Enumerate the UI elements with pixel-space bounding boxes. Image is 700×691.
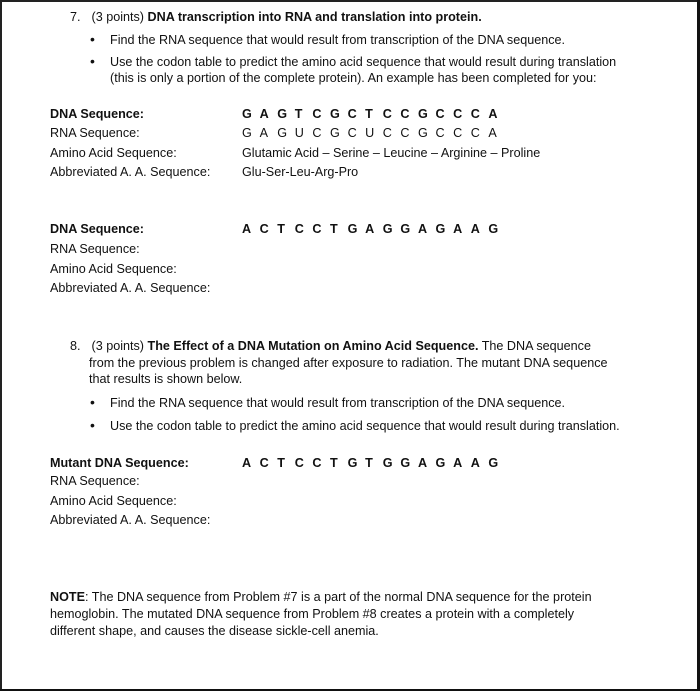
q7-rna-label: RNA Sequence: xyxy=(50,242,140,256)
example-aa-label: Amino Acid Sequence: xyxy=(50,146,177,160)
q7-bullet-1-text: Find the RNA sequence that would result from transcription of the DNA sequence. xyxy=(110,33,566,47)
q8-heading xyxy=(70,339,591,353)
q8-points: (3 points) xyxy=(91,339,144,353)
note-line3: different shape, and causes the disease sickle-cell anemia. xyxy=(50,624,379,638)
q8-intro-line3: that results is shown below. xyxy=(89,372,243,386)
q8-bullet-1-text: Find the RNA sequence that would result from transcription of the DNA sequence. xyxy=(110,396,566,410)
q7-aa-label: Amino Acid Sequence: xyxy=(50,262,177,276)
example-dna-sequence: G A G T C G C T C C G C C C A xyxy=(242,107,498,121)
q7-heading xyxy=(70,10,482,24)
example-abbr-label: Abbreviated A. A. Sequence: xyxy=(50,165,211,179)
note-line1 xyxy=(50,590,592,604)
q8-intro-line2: from the previous problem is changed after exposure to radiation. The mutant DNA sequence xyxy=(89,356,608,370)
q7-bullet-2-line2: (this is only a portion of the complete protein). An example has been completed for you: xyxy=(110,71,597,85)
example-aa-value: Glutamic Acid – Serine – Leucine – Arginine – Proline xyxy=(242,146,541,160)
q8-aa-label: Amino Acid Sequence: xyxy=(50,494,177,508)
note-line2: hemoglobin. The mutated DNA sequence from Problem #8 creates a protein with a completely xyxy=(50,607,575,621)
q7-abbr-label: Abbreviated A. A. Sequence: xyxy=(50,281,211,295)
q8-number: 8. xyxy=(70,339,81,353)
bullet-icon: • xyxy=(90,394,95,410)
bullet-icon: • xyxy=(90,53,95,69)
q7-points: (3 points) xyxy=(91,10,144,24)
q8-dna-label: Mutant DNA Sequence: xyxy=(50,456,189,470)
q8-dna-sequence: A C T C C T G T G G A G A A G xyxy=(242,456,499,470)
q7-number: 7. xyxy=(70,10,81,24)
note-text-1: : The DNA sequence from Problem #7 is a part of the normal DNA sequence for the protein xyxy=(84,590,592,604)
q8-abbr-label: Abbreviated A. A. Sequence: xyxy=(50,513,211,527)
q7-bullet-2-line1: Use the codon table to predict the amino acid sequence that would result during translation xyxy=(110,55,617,69)
q8-title: The Effect of a DNA Mutation on Amino Acid Sequence. xyxy=(147,339,479,353)
bullet-icon: • xyxy=(90,417,95,433)
q7-dna-label: DNA Sequence: xyxy=(50,222,145,236)
bullet-icon: • xyxy=(90,31,95,47)
q7-dna-sequence: A C T C C T G A G G A G A A G xyxy=(242,222,499,236)
q8-bullet-2-text: Use the codon table to predict the amino acid sequence that would result during translation. xyxy=(110,419,620,433)
left-border xyxy=(0,0,2,691)
example-rna-sequence: G A G U C G C U C C G C C C A xyxy=(242,126,497,140)
top-border xyxy=(0,0,700,2)
example-dna-label: DNA Sequence: xyxy=(50,107,145,121)
q7-title: DNA transcription into RNA and translation into protein. xyxy=(147,10,482,24)
q8-intro-rest: The DNA sequence xyxy=(481,339,591,353)
example-rna-label: RNA Sequence: xyxy=(50,126,140,140)
example-abbr-value: Glu-Ser-Leu-Arg-Pro xyxy=(242,165,359,179)
note-label: NOTE xyxy=(50,590,85,604)
q8-rna-label: RNA Sequence: xyxy=(50,474,140,488)
